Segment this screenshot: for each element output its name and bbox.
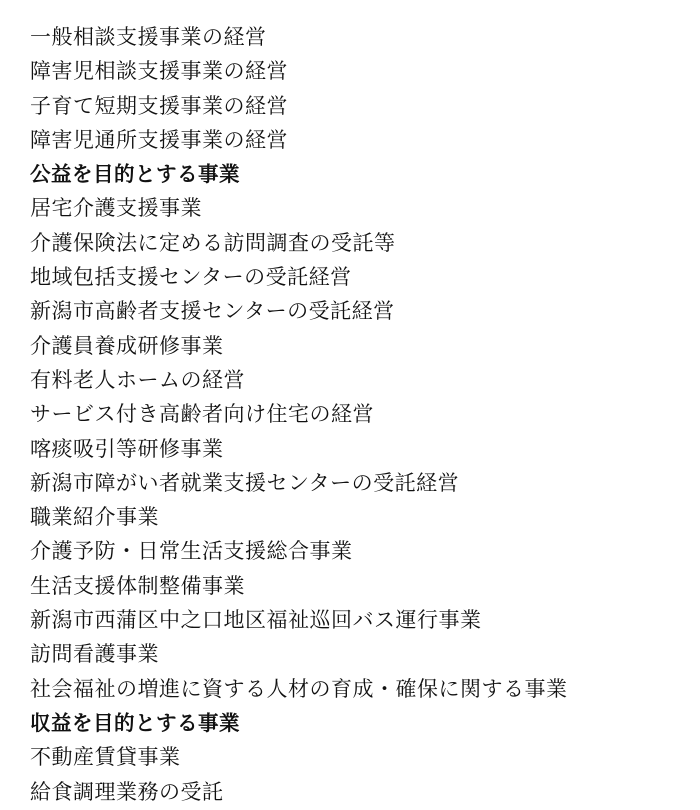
list-item: 介護保険法に定める訪問調査の受託等 [30,230,396,255]
list-item: 訪問看護事業 [30,642,159,667]
section-heading-profit: 収益を目的とする事業 [30,710,240,735]
list-item: 介護予防・日常生活支援総合事業 [30,539,353,564]
list-item: 新潟市障がい者就業支援センターの受託経営 [30,470,460,495]
section-heading-public-interest: 公益を目的とする事業 [30,162,240,187]
list-item: 障害児通所支援事業の経営 [30,127,288,152]
list-item: 居宅介護支援事業 [30,196,202,221]
list-item: 生活支援体制整備事業 [30,573,245,598]
list-item: 職業紹介事業 [30,505,159,530]
list-item: 子育て短期支援事業の経営 [30,93,288,118]
list-item: 障害児相談支援事業の経営 [30,59,288,84]
document-body [30,20,690,809]
list-item: サービス付き高齢者向け住宅の経営 [30,402,374,427]
list-item: 給食調理業務の受託 [30,779,224,804]
list-item: 地域包括支援センターの受託経営 [30,265,352,290]
list-item: 一般相談支援事業の経営 [30,25,267,49]
list-item: 新潟市西蒲区中之口地区福祉巡回バス運行事業 [30,608,482,633]
list-item: 不動産賃貸事業 [30,745,181,770]
list-item: 喀痰吸引等研修事業 [30,436,224,461]
list-item: 社会福祉の増進に資する人材の育成・確保に関する事業 [30,676,568,701]
list-item: 有料老人ホームの経営 [30,367,245,392]
list-item: 介護員養成研修事業 [30,333,224,358]
list-item: 新潟市高齢者支援センターの受託経営 [30,299,395,324]
